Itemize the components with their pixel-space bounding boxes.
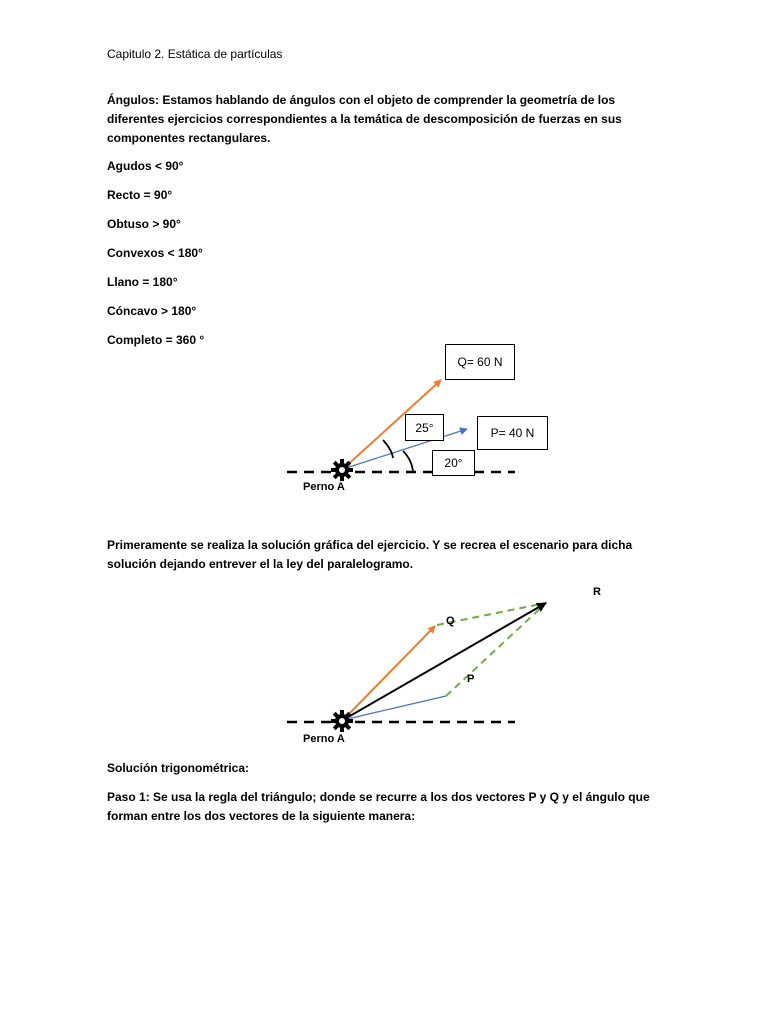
angle-arc-p xyxy=(403,451,413,472)
angle-type-straight: Llano = 180° xyxy=(107,275,178,289)
intro-line-3: componentes rectangulares. xyxy=(107,131,271,145)
intro-line-2: diferentes ejercicios correspondientes a la temática de descomposición de fuerzas en sus xyxy=(107,112,622,126)
p-force-label: P= 40 N xyxy=(490,426,535,440)
q-label-2: Q xyxy=(446,615,455,627)
angle-p-label: 20° xyxy=(444,456,463,470)
angle-type-concave: Cóncavo > 180° xyxy=(107,304,197,318)
q-force-box xyxy=(445,344,515,380)
angle-type-complete: Completo = 360 ° xyxy=(107,333,205,347)
chapter-title: Capitulo 2. Estática de partículas xyxy=(107,47,283,61)
dashed-p-to-r xyxy=(446,603,546,696)
bolt-gear-icon-2 xyxy=(331,710,353,732)
step1-line-2: forman entre los dos vectores de la siguiente manera: xyxy=(107,809,416,823)
bolt-label-1: Perno A xyxy=(303,481,345,493)
graphical-solution-line-1: Primeramente se realiza la solución gráfica del ejercicio. Y se recrea el escenario para dicha xyxy=(107,538,633,552)
vector-r xyxy=(343,603,546,720)
angle-q-box xyxy=(405,414,444,441)
vector-q-2 xyxy=(343,626,435,720)
angle-type-right: Recto = 90° xyxy=(107,188,173,202)
step1-line-1: Paso 1: Se usa la regla del triángulo; donde se recurre a los dos vectores P y Q y el ángulo que xyxy=(107,790,650,804)
q-force-label: Q= 60 N xyxy=(457,355,503,369)
r-label: R xyxy=(593,586,601,598)
bolt-label-2: Perno A xyxy=(303,733,345,745)
graphical-solution-line-2: solución dejando entrever el la ley del paralelogramo. xyxy=(107,557,414,571)
p-label-2: P xyxy=(467,673,475,685)
angle-type-acute: Agudos < 90° xyxy=(107,159,184,173)
angle-type-obtuse: Obtuso > 90° xyxy=(107,217,181,231)
bolt-gear-icon-1 xyxy=(331,459,353,481)
intro-line-1: Ángulos: Estamos hablando de ángulos con el objeto de comprender la geometría de los xyxy=(107,93,616,107)
angle-type-convex: Convexos < 180° xyxy=(107,246,203,260)
angle-p-box xyxy=(432,450,475,476)
angle-q-label: 25° xyxy=(415,420,434,435)
trig-heading: Solución trigonométrica: xyxy=(107,761,250,775)
vector-p-2 xyxy=(343,696,446,720)
p-force-box xyxy=(477,416,548,450)
